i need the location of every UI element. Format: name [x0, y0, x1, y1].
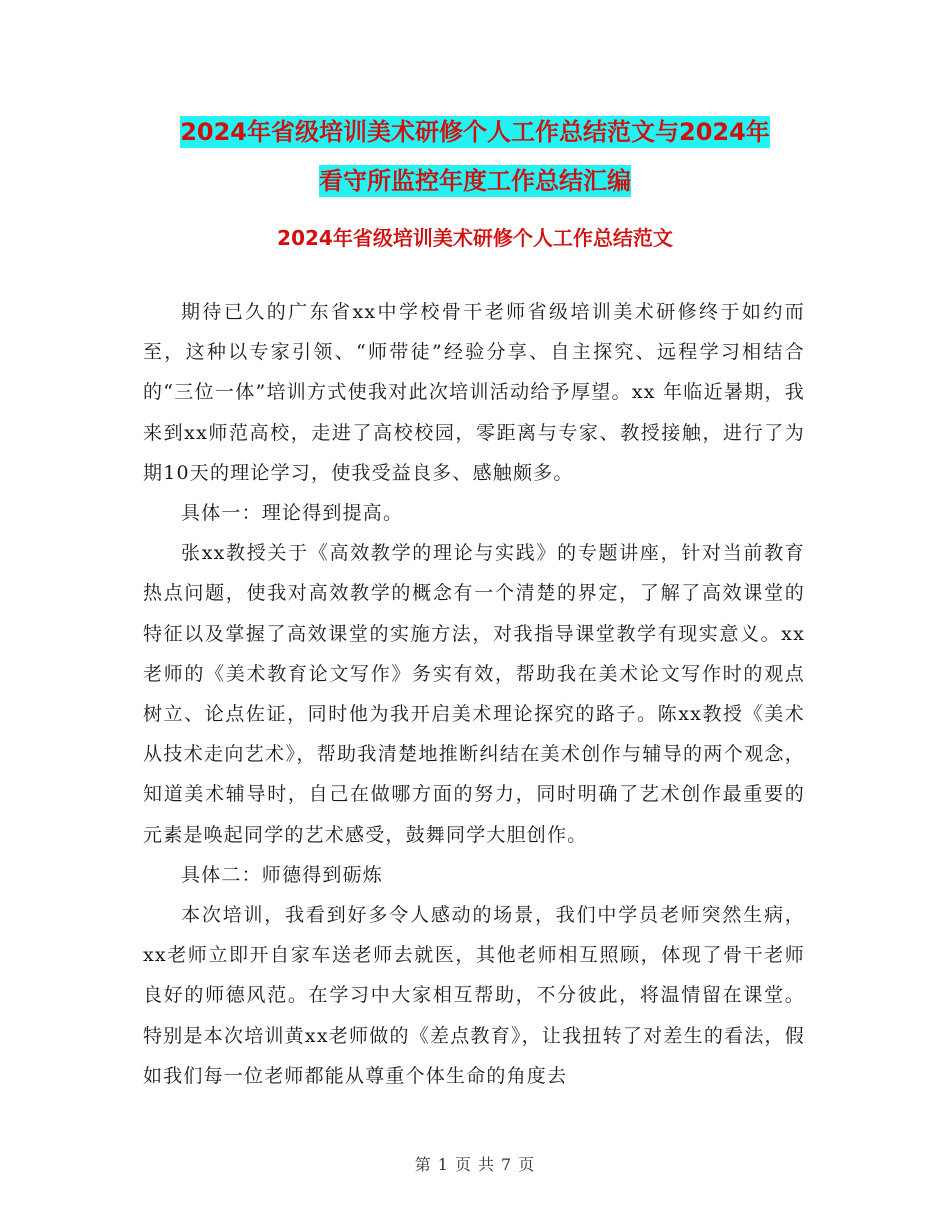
footer-prefix: 第	[414, 1155, 432, 1174]
paragraph-heading-1: 具体一：理论得到提高。	[181, 502, 404, 525]
title-line-2	[0, 157, 950, 206]
paragraph-ethics: 本次培训，我看到好多令人感动的场景，我们中学员老师突然生病，xx老师立即开自家车送老师去就医，其他老师相互照顾，体现了骨干老师良好的师德风范。在学习中大家相互帮助，不分彼此，将温情留在课堂。特别是本次培训黄xx老师做的《差点教育》，让我扭转了对差生的看法，假如我们每一位老师都能从尊重个体生命的角度去	[143, 904, 805, 1087]
paragraph-theory: 张xx教授关于《高效教学的理论与实践》的专题讲座，针对当前教育热点问题，使我对高效教学的概念有一个清楚的界定，了解了高效课堂的特征以及掌握了高效课堂的实施方法，对我指导课堂教学有现实意义。xx老师的《美术教育论文写作》务实有效，帮助我在美术论文写作时的观点树立、论点佐证，同时他为我开启美术理论探究的路子。陈xx教授《美术从技术走向艺术》，帮助我清楚地推断纠结在美术创作与辅导的两个观念，知道美术辅导时，自己在做哪方面的努力，同时明确了艺术创作最重要的元素是唤起同学的艺术感受，鼓舞同学大胆创作。	[143, 542, 805, 846]
title-line-1-text: 2024年省级培训美术研修个人工作总结范文与2024年	[180, 118, 770, 146]
title-line-1	[0, 108, 950, 157]
page-number: 1	[437, 1155, 449, 1174]
footer-mid: 页 共	[454, 1155, 496, 1174]
title-line-2-text: 看守所监控年度工作总结汇编	[319, 167, 631, 195]
paragraph-intro: 期待已久的广东省xx中学校骨干老师省级培训美术研修终于如约而至，这种以专家引领、“师带徒”经验分享、自主探究、远程学习相结合的“三位一体”培训方式使我对此次培训活动给予厚望。xx 年临近暑期，我来到xx师范高校，走进了高校校园，零距离与专家、教授接触，进行了为期10天的理论学习，使我受益良多、感触颇多。	[143, 301, 805, 484]
total-pages: 7	[501, 1155, 513, 1174]
paragraph-heading-2: 具体二：师德得到砺炼	[181, 863, 384, 886]
footer-suffix: 页	[518, 1155, 536, 1174]
page-footer	[0, 1152, 950, 1175]
document-body	[143, 292, 805, 1096]
document-title	[0, 108, 950, 206]
section-title: 2024年省级培训美术研修个人工作总结范文	[277, 226, 673, 250]
